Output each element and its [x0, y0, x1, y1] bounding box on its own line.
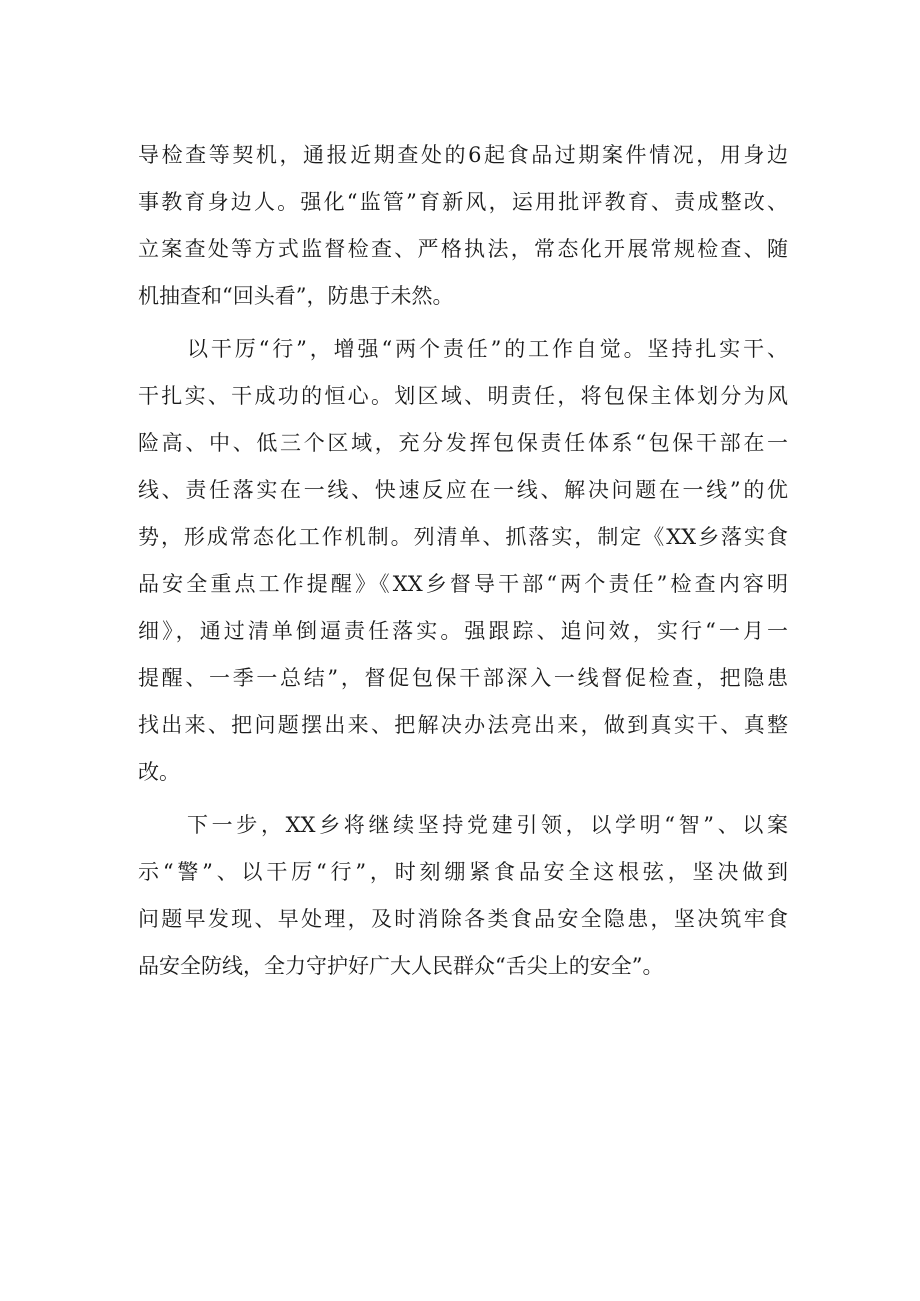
text-line: 提醒、一季一总结”，督促包保干部深入一线督促检查，把隐患: [138, 666, 788, 690]
text-line: 示“警”、以干厉“行”，时刻绷紧食品安全这根弦，坚决做到: [138, 860, 788, 884]
text-line: 险高、中、低三个区域，充分发挥包保责任体系“包保干部在一: [138, 431, 788, 455]
text-line: 势，形成常态化工作机制。列清单、抓落实，制定《XX乡落实食: [138, 525, 788, 549]
text-line: 以干厉“行”，增强“两个责任”的工作自觉。坚持扎实干、: [187, 337, 788, 361]
text-line: 事教育身边人。强化“监管”育新风，运用批评教育、责成整改、: [138, 190, 788, 214]
paragraph-2: [138, 326, 788, 796]
text-line: 品安全防线，全力守护好广大人民群众“舌尖上的安全”。: [138, 954, 664, 978]
text-line: 干扎实、干成功的恒心。划区域、明责任，将包保主体划分为风: [138, 384, 788, 408]
text-line: 细》，通过清单倒逼责任落实。强跟踪、追问效，实行“一月一: [138, 619, 788, 643]
paragraph-1: [138, 132, 788, 320]
text-line: 机抽查和“回头看”，防患于未然。: [138, 284, 454, 308]
text-line: 下一步，XX乡将继续坚持党建引领，以学明“智”、以案: [187, 813, 788, 837]
text-line: 问题早发现、早处理，及时消除各类食品安全隐患，坚决筑牢食: [138, 907, 788, 931]
text-line: 线、责任落实在一线、快速反应在一线、解决问题在一线”的优: [138, 478, 788, 502]
text-line: 改。: [138, 760, 180, 784]
text-line: 立案查处等方式监督检查、严格执法，常态化开展常规检查、随: [138, 237, 788, 261]
text-line: 导检查等契机，通报近期查处的6起食品过期案件情况，用身边: [138, 143, 788, 167]
paragraph-3: [138, 802, 788, 990]
text-line: 品安全重点工作提醒》《XX乡督导干部“两个责任”检查内容明: [138, 572, 788, 596]
text-line: 找出来、把问题摆出来、把解决办法亮出来，做到真实干、真整: [138, 713, 788, 737]
document-body: [138, 132, 788, 990]
